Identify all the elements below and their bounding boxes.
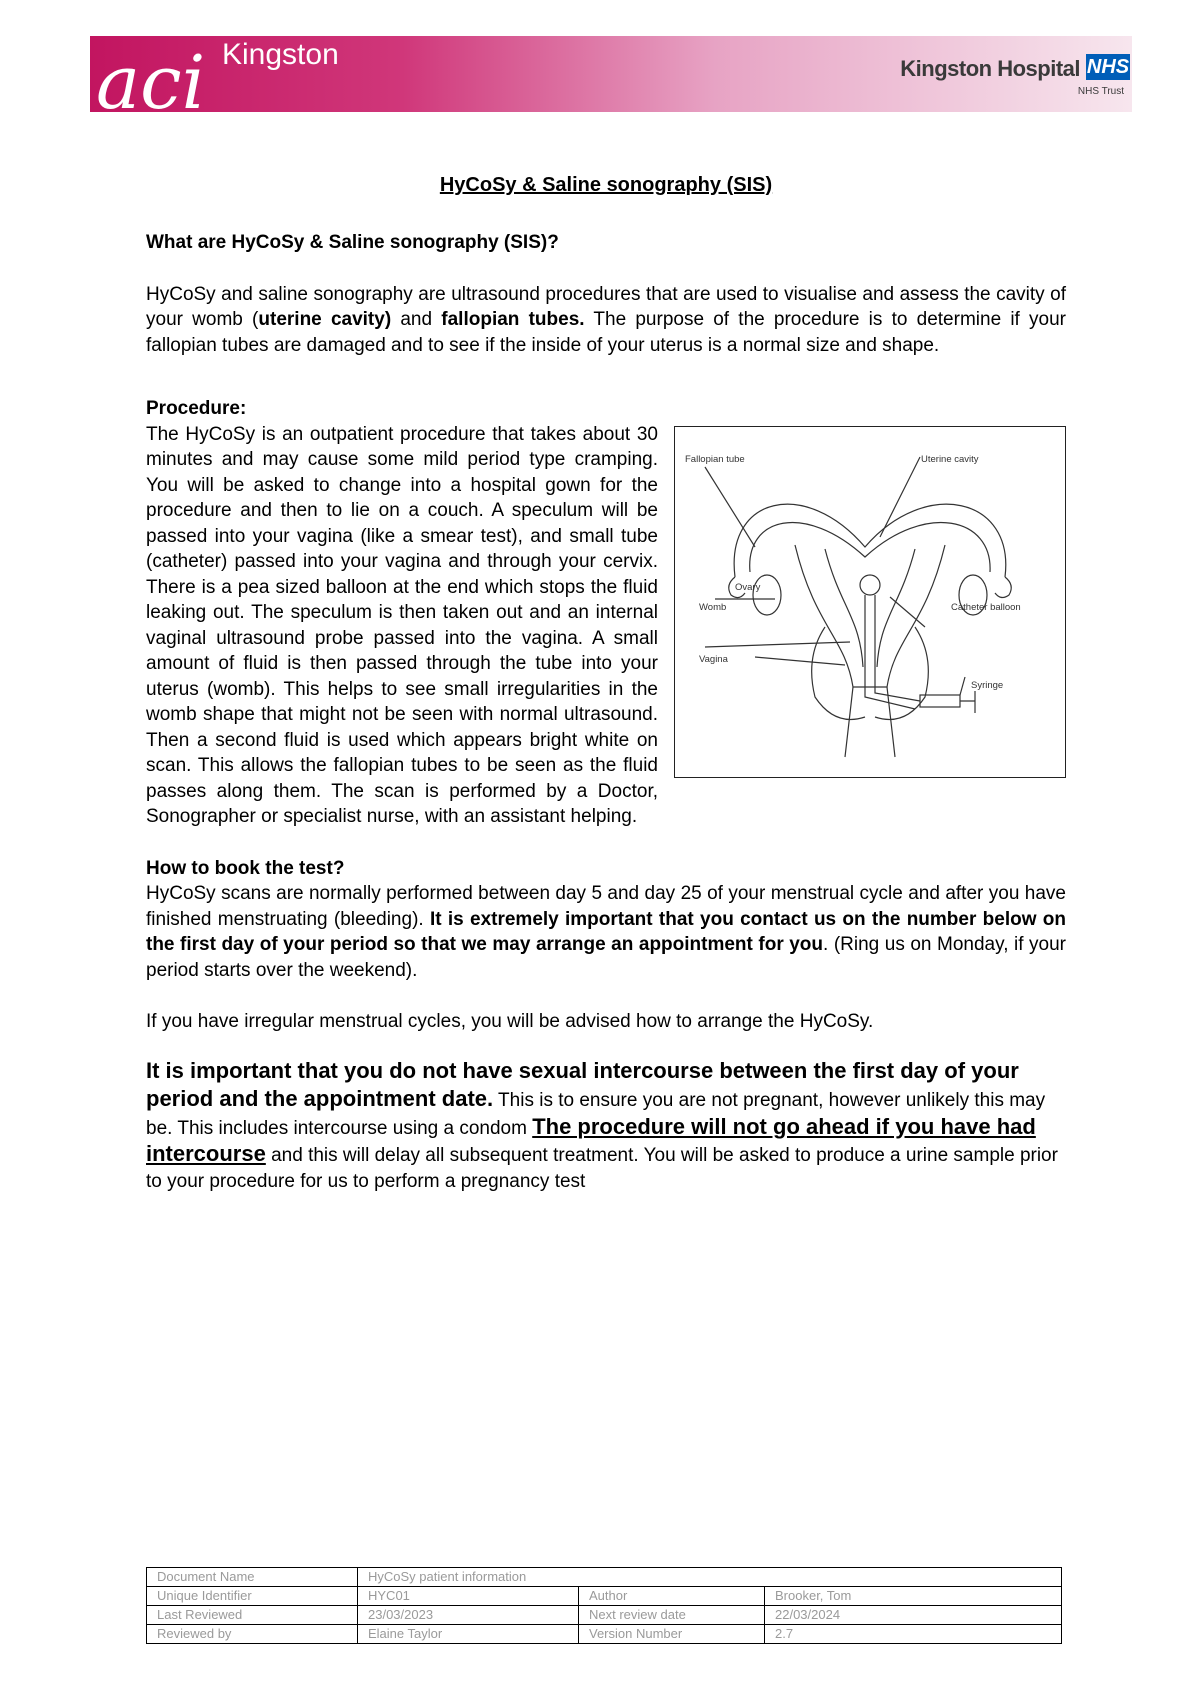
anatomy-diagram	[674, 426, 1066, 778]
author-label: Author	[579, 1587, 765, 1606]
header-banner	[90, 36, 1132, 112]
last-reviewed-label: Last Reviewed	[147, 1606, 358, 1625]
label-womb: Womb	[699, 601, 727, 613]
next-review-label: Next review date	[579, 1606, 765, 1625]
intercourse-warning: It is important that you do not have sexual intercourse between the first day of your period and the appointment date. This is to ensure you are not pregnant, however unlikely this may be. This includes intercourse using a condom The procedure will not go ahead if you have had intercourse and this will delay all subsequent treatment. You will be asked to produce a urine sample prior to your procedure for us to perform a pregnancy test	[146, 1057, 1058, 1192]
label-ovary: Ovary	[735, 581, 761, 593]
author-value: Brooker, Tom	[765, 1587, 1062, 1606]
version-value: 2.7	[765, 1625, 1062, 1644]
nhs-badge: NHS	[1086, 56, 1130, 78]
section-heading-procedure: Procedure:	[146, 398, 247, 419]
hospital-name: Kingston Hospital	[900, 56, 1080, 81]
doc-name-value: HyCoSy patient information	[358, 1568, 1062, 1587]
reviewed-by-value: Elaine Taylor	[358, 1625, 579, 1644]
aci-logo	[90, 36, 390, 112]
last-reviewed-value: 23/03/2023	[358, 1606, 579, 1625]
intro-paragraph: HyCoSy and saline sonography are ultrasound procedures that are used to visualise and assess the cavity of your womb (uterine cavity) and fallopian tubes. The purpose of the procedure is to determine if your fallopian tubes are damaged and to see if the inside of your uterus is a normal size and shape.	[146, 283, 1067, 356]
booking-paragraph: HyCoSy scans are normally performed between day 5 and day 25 of your menstrual cycle and after you have finished menstruating (bleeding). It is extremely important that you contact us on the number below on the first day of your period so that we may arrange an appointment for you. (Ring us on Monday, if your period starts over the weekend).	[146, 883, 1067, 981]
unique-id-label: Unique Identifier	[147, 1587, 358, 1606]
irregular-cycles-paragraph: If you have irregular menstrual cycles, you will be advised how to arrange the HyCoSy.	[146, 1011, 874, 1032]
label-catheter-balloon: Catheter balloon	[951, 601, 1021, 613]
logo-kingston-text: Kingston	[222, 38, 339, 71]
label-syringe: Syringe	[971, 679, 1004, 691]
section-heading-what: What are HyCoSy & Saline sonography (SIS)?	[146, 232, 559, 253]
version-label: Version Number	[579, 1625, 765, 1644]
doc-name-label: Document Name	[147, 1568, 358, 1587]
procedure-paragraph: The HyCoSy is an outpatient procedure that takes about 30 minutes and may cause some mild period type cramping. You will be asked to change into a hospital gown for the procedure and then to lie on a couch. A speculum will be passed into your vagina (like a smear test), and small tube (catheter) passed into your vagina and through your cervix. There is a pea sized balloon at the end which stops the fluid leaking out. The speculum is then taken out and an internal vaginal ultrasound probe passed into the vagina. A small amount of fluid is then passed through the tube into your uterus (womb). This helps to see small irregularities in the womb shape that might not be seen with normal ultrasound. Then a second fluid is used which appears bright white on scan. This allows the fallopian tubes to be seen as the fluid passes along them. The scan is performed by a Doctor, Sonographer or specialist nurse, with an assistant helping.	[146, 423, 658, 827]
unique-id-value: HYC01	[358, 1587, 579, 1606]
next-review-value: 22/03/2024	[765, 1606, 1062, 1625]
label-fallopian-tube: Fallopian tube	[685, 453, 745, 465]
label-vagina: Vagina	[699, 653, 728, 665]
label-uterine-cavity: Uterine cavity	[921, 453, 979, 465]
document-body	[146, 172, 1066, 1194]
reviewed-by-label: Reviewed by	[147, 1625, 358, 1644]
page-title: HyCoSy & Saline sonography (SIS)	[439, 174, 773, 196]
section-heading-booking: How to book the test?	[146, 857, 345, 879]
nhs-trust-label: NHS Trust	[1077, 86, 1124, 97]
logo-aci-script: aci	[96, 40, 206, 112]
document-control-table	[146, 1567, 1062, 1644]
